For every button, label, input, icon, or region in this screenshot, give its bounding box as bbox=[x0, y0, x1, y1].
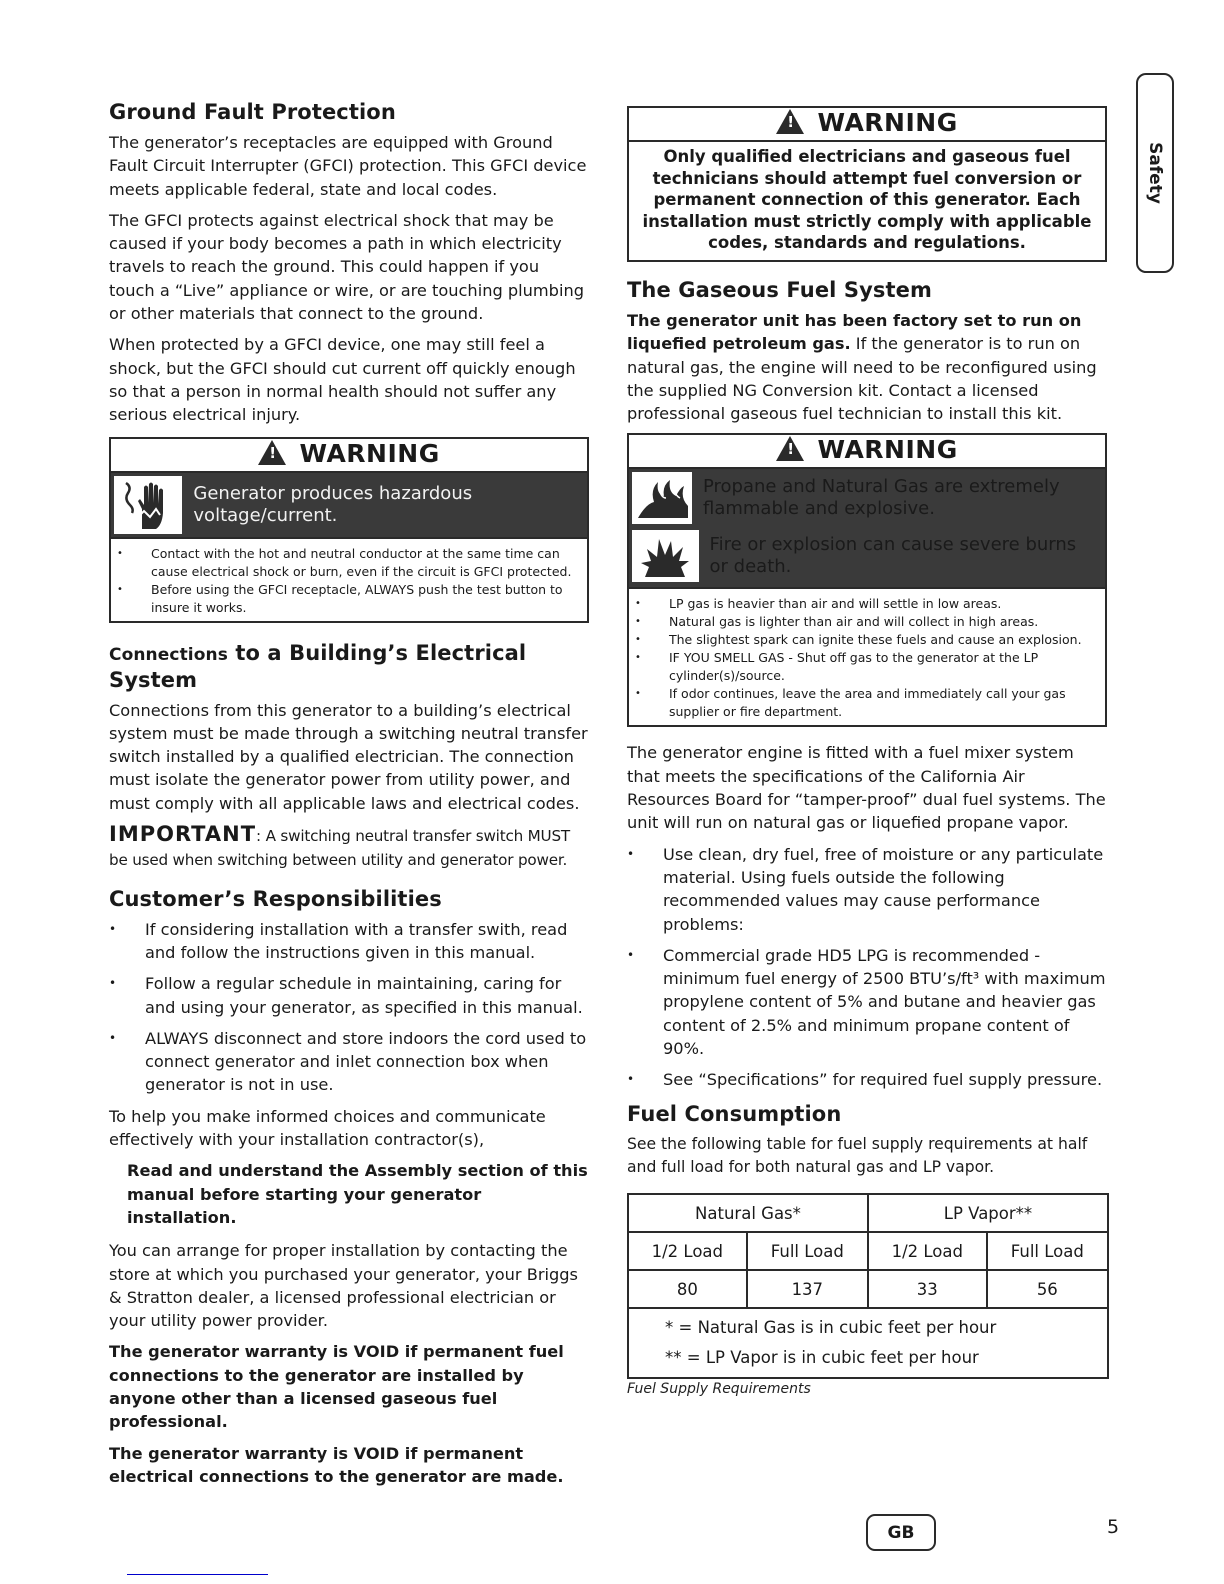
list-item: • Commercial grade HD5 LPG is recommended - minimum fuel energy of 2500 BTU’s/ft³ with maximum propylene content of 5% and butane and heavier gas content of 2.5% and minimum propane content of 90%. bbox=[627, 944, 1107, 1060]
heading-lead: Connections bbox=[109, 644, 228, 665]
heading-ground-fault: Ground Fault Protection bbox=[109, 100, 396, 124]
heading-customer: Customer’s Responsibilities bbox=[109, 886, 442, 911]
important-label: IMPORTANT bbox=[109, 822, 257, 847]
responsibility-list bbox=[109, 918, 589, 1097]
table-group-row bbox=[628, 1194, 1108, 1232]
hazard-text: Generator produces hazardous voltage/current. bbox=[193, 482, 473, 526]
table-cell: 33 bbox=[868, 1270, 987, 1308]
table-column-row bbox=[628, 1232, 1108, 1270]
warning-title: WARNING bbox=[299, 438, 440, 468]
important-text: : A switching neutral transfer switch MUST be used when switching between utility and generator power. bbox=[109, 827, 570, 870]
warning-box-qualified bbox=[627, 106, 1107, 262]
factory-set-note: The generator unit has been factory set to run on liquefied petroleum gas. bbox=[627, 310, 1082, 354]
table-cell: 56 bbox=[987, 1270, 1108, 1308]
heading-connections bbox=[109, 641, 589, 693]
hazard-row bbox=[629, 469, 1105, 527]
right-column bbox=[627, 106, 1107, 1397]
group-header-natural-gas: Natural Gas* bbox=[628, 1194, 868, 1232]
heading-gaseous: The Gaseous Fuel System bbox=[627, 277, 932, 302]
warning-triangle-icon bbox=[776, 109, 804, 134]
assembly-note: Read and understand the Assembly section of this manual before starting your generator installation. bbox=[127, 1161, 588, 1227]
paragraph: Connections from this generator to a building’s electrical system must be made through a switching neutral transfer switch installed by a qualified electrician. The connection must isolate the generator power from utility power, and must comply with all applicable laws and electrical codes. bbox=[109, 700, 588, 813]
mixer-paragraph: The generator engine is fitted with a fuel mixer system that meets the specifications of the California Air Resources Board for “tamper-proof” dual fuel systems. The unit will run on natural gas or liquefied propane vapor. bbox=[627, 743, 1106, 833]
table-row bbox=[628, 1270, 1108, 1308]
warning-bullets bbox=[629, 587, 1105, 725]
paragraph: When protected by a GFCI device, one may still feel a shock, but the GFCI should cut current off quickly enough so that a person in normal health should not suffer any serious electrical injury. bbox=[109, 335, 576, 425]
section-tab-label: Safety bbox=[1145, 142, 1166, 204]
column-header: 1/2 Load bbox=[868, 1232, 987, 1270]
fuel-guidelines-list bbox=[627, 843, 1107, 1092]
left-column bbox=[109, 100, 589, 1496]
list-item: • Use clean, dry fuel, free of moisture or any particulate material. Using fuels outside the following recommended values may cause performance problems: bbox=[627, 843, 1107, 936]
warning-triangle-icon bbox=[776, 436, 804, 461]
warning-bullet: • If odor continues, leave the area and immediately call your gas supplier or fire department. bbox=[635, 685, 1099, 721]
warning-header bbox=[629, 108, 1105, 142]
heading-rest: to a Building’s Electrical System bbox=[109, 640, 527, 692]
table-note: * = Natural Gas is in cubic feet per hour bbox=[665, 1318, 997, 1338]
warning-bullet: • Before using the GFCI receptacle, ALWAYS push the test button to insure it works. bbox=[117, 581, 581, 617]
hazard-row bbox=[629, 527, 1105, 585]
list-item: • If considering installation with a transfer swith, read and follow the instructions given in this manual. bbox=[109, 918, 589, 965]
hazard-row bbox=[111, 473, 587, 537]
hazard-text: Propane and Natural Gas are extremely flammable and explosive. bbox=[703, 476, 1060, 520]
table-cell: 80 bbox=[628, 1270, 747, 1308]
warning-header bbox=[629, 435, 1105, 469]
warning-title: WARNING bbox=[817, 108, 958, 137]
warning-bullet: • Natural gas is lighter than air and will collect in high areas. bbox=[635, 613, 1099, 631]
paragraph: To help you make informed choices and communicate effectively with your installation contractor(s), bbox=[109, 1106, 546, 1150]
column-header: Full Load bbox=[747, 1232, 868, 1270]
group-header-lp-vapor: LP Vapor** bbox=[868, 1194, 1108, 1232]
warning-bullet: • IF YOU SMELL GAS - Shut off gas to the generator at the LP cylinder(s)/source. bbox=[635, 649, 1099, 685]
heading-fuel-consumption: Fuel Consumption bbox=[627, 1101, 842, 1126]
paragraph: The generator’s receptacles are equipped with Ground Fault Circuit Interrupter (GFCI) protection. This GFCI device meets applicable federal, state and local codes. bbox=[109, 133, 587, 199]
warranty-void-fuel: The generator warranty is VOID if permanent fuel connections to the generator are installed by anyone other than a licensed gaseous fuel professional. bbox=[109, 1342, 564, 1432]
list-item: • See “Specifications” for required fuel supply pressure. bbox=[627, 1068, 1107, 1091]
gaseous-paragraph bbox=[627, 309, 1107, 425]
paragraph: See the following table for fuel supply requirements at half and full load for both natural gas and LP vapor. bbox=[627, 1134, 1088, 1176]
column-header: Full Load bbox=[987, 1232, 1108, 1270]
paragraph: The GFCI protects against electrical shock that may be caused if your body becomes a path in which electricity travels to reach the ground. This could happen if you touch a “Live” appliance or wire, or are touching plumbing or other materials that connect to the ground. bbox=[109, 210, 584, 324]
page-number: 5 bbox=[1107, 1516, 1120, 1538]
table-notes-row bbox=[628, 1308, 1108, 1378]
warning-bullets bbox=[111, 537, 587, 621]
paragraph: You can arrange for proper installation by contacting the store at which you purchased your generator, your Briggs & Stratton dealer, a licensed professional electrician or your utility power provider. bbox=[109, 1241, 578, 1331]
table-cell: 137 bbox=[747, 1270, 868, 1308]
table-note: ** = LP Vapor is in cubic feet per hour bbox=[665, 1348, 979, 1368]
warning-header bbox=[111, 439, 587, 473]
warning-bullet: • The slightest spark can ignite these fuels and cause an explosion. bbox=[635, 631, 1099, 649]
warning-bullet: • LP gas is heavier than air and will settle in low areas. bbox=[635, 595, 1099, 613]
warning-box-fire bbox=[627, 433, 1107, 727]
electric-shock-hand-icon bbox=[114, 476, 182, 534]
warning-text: Only qualified electricians and gaseous fuel technicians should attempt fuel conversion or permanent connection of this generator. Each installation must strictly comply with applicable codes, standards and regulations. bbox=[642, 147, 1092, 253]
explosion-icon bbox=[632, 530, 699, 582]
warranty-void-electrical: The generator warranty is VOID if permanent electrical connections to the generator are made. bbox=[109, 1443, 564, 1486]
region-badge: GB bbox=[866, 1514, 936, 1551]
warning-box-voltage bbox=[109, 437, 589, 623]
warning-title: WARNING bbox=[817, 435, 958, 465]
footnote-rule bbox=[127, 1574, 268, 1575]
table-notes bbox=[628, 1308, 1108, 1378]
warning-bullet: • Contact with the hot and neutral conductor at the same time can cause electrical shock or burn, even if the circuit is GFCI protected. bbox=[117, 545, 581, 581]
list-item: • ALWAYS disconnect and store indoors the cord used to connect generator and inlet connection box when generator is not in use. bbox=[109, 1027, 589, 1097]
hazard-block bbox=[629, 469, 1105, 587]
hazard-text: Fire or explosion can cause severe burns or death. bbox=[709, 534, 1077, 578]
table-caption: Fuel Supply Requirements bbox=[627, 1381, 811, 1398]
section-tab-safety bbox=[1136, 73, 1174, 273]
warning-triangle-icon bbox=[258, 440, 286, 465]
paragraph-rest: If the generator is to run on natural gas, the engine will need to be reconfigured using the supplied NG Conversion kit. Contact a licensed professional gaseous fuel technician to install this kit. bbox=[627, 334, 1097, 424]
fire-icon bbox=[632, 472, 692, 524]
list-item: • Follow a regular schedule in maintaining, caring for and using your generator, as specified in this manual. bbox=[109, 972, 589, 1019]
fuel-supply-table bbox=[627, 1193, 1109, 1379]
important-note bbox=[109, 823, 589, 873]
column-header: 1/2 Load bbox=[628, 1232, 747, 1270]
